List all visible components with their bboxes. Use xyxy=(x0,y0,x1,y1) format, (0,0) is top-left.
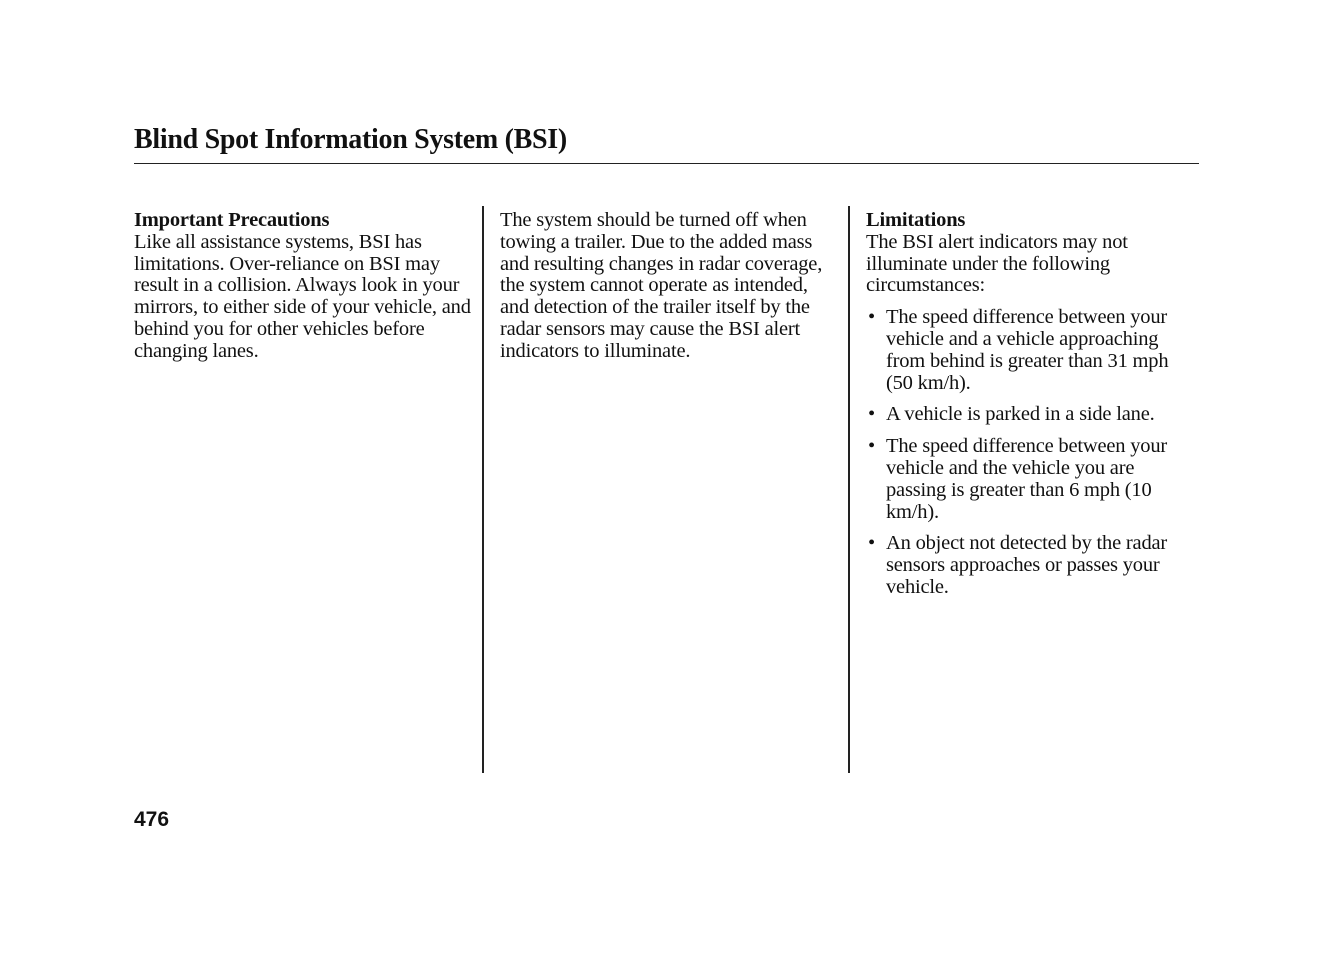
section-heading-limitations: Limitations xyxy=(866,209,966,231)
paragraph-limitations-intro: The BSI alert indicators may not illuminate under the following circumstances: xyxy=(866,230,1128,297)
list-item xyxy=(866,404,1196,426)
column-middle xyxy=(500,210,840,363)
column-divider-2 xyxy=(848,206,850,773)
bullet-icon: • xyxy=(868,403,875,426)
page-title: Blind Spot Information System (BSI) xyxy=(134,124,567,155)
title-rule xyxy=(134,163,1199,164)
list-item xyxy=(866,533,1196,598)
bullet-icon: • xyxy=(868,306,875,329)
bullet-icon: • xyxy=(868,435,875,458)
column-right xyxy=(866,210,1196,609)
list-item-text: An object not detected by the radar sensors approaches or passes your vehicle. xyxy=(886,532,1168,598)
bullet-icon: • xyxy=(868,532,875,555)
list-item xyxy=(866,436,1196,523)
paragraph-towing: The system should be turned off when towing a trailer. Due to the added mass and resulting changes in radar coverage, the system cannot operate as intended, and detection of the trailer itself by the radar sensors may cause the BSI alert indicators to illuminate. xyxy=(500,209,823,362)
column-divider-1 xyxy=(482,206,484,773)
column-left xyxy=(134,210,474,363)
page-number: 476 xyxy=(134,808,170,831)
paragraph-precautions: Like all assistance systems, BSI has limitations. Over-reliance on BSI may result in a collision. Always look in your mirrors, to either side of your vehicle, and behind you for other vehicles before changing lanes. xyxy=(134,230,471,362)
limitations-list xyxy=(866,307,1196,599)
list-item xyxy=(866,307,1196,394)
list-item-text: The speed difference between your vehicle and the vehicle you are passing is greater than 6 mph (10 km/h). xyxy=(886,435,1168,523)
section-heading-important-precautions: Important Precautions xyxy=(134,209,330,231)
list-item-text: A vehicle is parked in a side lane. xyxy=(886,403,1155,426)
list-item-text: The speed difference between your vehicle and a vehicle approaching from behind is greater than 31 mph (50 km/h). xyxy=(886,306,1169,394)
